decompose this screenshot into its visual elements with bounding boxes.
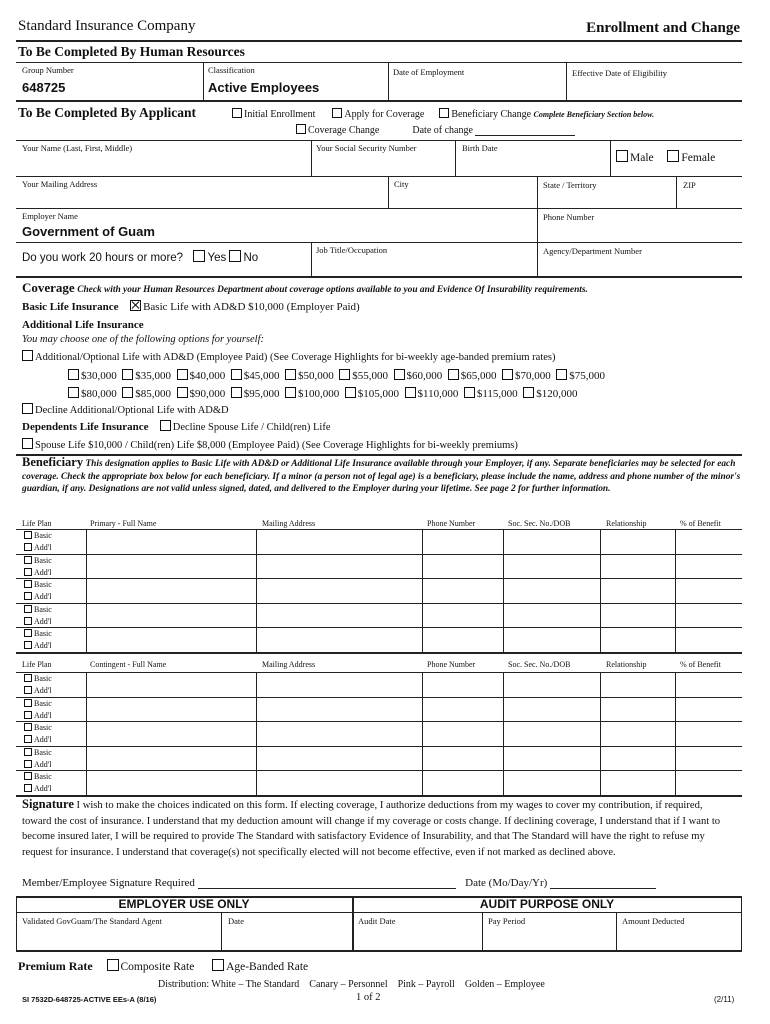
basic-life-option: Basic Life with AD&D $10,000 (Employer Paid) [143, 301, 360, 313]
contingent-header-relationship: Relationship [606, 660, 647, 669]
primary-header-percent: % of Benefit [680, 519, 721, 528]
primary-header-name: Primary - Full Name [90, 519, 157, 528]
contingent-header-life-plan: Life Plan [22, 660, 52, 669]
coverage-title: Coverage [22, 280, 75, 295]
contingent-header-ssn: Soc. Sec. No./DOB [508, 660, 571, 669]
additional-life-checkbox[interactable] [22, 350, 33, 361]
amount-75000: $75,000 [569, 370, 605, 382]
primary-row-5-plan [24, 628, 52, 652]
amount-30000: $30,000 [81, 370, 117, 382]
composite-rate-label: Composite Rate [120, 961, 195, 973]
contingent-row-4-plan [24, 747, 52, 771]
spouse-life-checkbox[interactable] [22, 438, 33, 449]
employer-name-label: Employer Name [22, 211, 78, 221]
date-of-change-label: Date of change [412, 125, 473, 136]
contingent-5-basic-checkbox[interactable] [24, 772, 32, 780]
amount-70000: $70,000 [515, 370, 551, 382]
decline-dependents-label: Decline Spouse Life / Child(ren) Life [172, 422, 331, 433]
mailing-address-label: Your Mailing Address [22, 179, 98, 189]
name-label: Your Name (Last, First, Middle) [22, 143, 133, 153]
amount-30000-checkbox[interactable] [68, 369, 79, 380]
apply-coverage-label: Apply for Coverage [344, 109, 425, 120]
initial-enrollment-label: Initial Enrollment [244, 109, 316, 120]
primary-1-addl-checkbox[interactable] [24, 543, 32, 551]
initial-enrollment-checkbox[interactable] [232, 108, 242, 118]
contingent-3-addl-checkbox[interactable] [24, 735, 32, 743]
plan-basic-label: Basic [34, 723, 52, 732]
amount-55000-checkbox[interactable] [339, 369, 350, 380]
premium-rate-title: Premium Rate [18, 959, 93, 973]
audit-title: AUDIT PURPOSE ONLY [479, 897, 615, 911]
beneficiary-text: This designation applies to Basic Life with AD&D or Additional Life Insurance available through your Employer, if any. Separate beneficiaries may be selected for each coverage. Check the appropriate box below for each beneficiary. If a minor (a person not of legal age) is a beneficiary, please include the name, address and phone number of the minor's guardian, if any. Designations are not valid unless signed, dated, and delivered to the Employer during your lifetime. See page 2 for further information. [22, 459, 741, 494]
amount-35000-checkbox[interactable] [122, 369, 133, 380]
plan-addl-label: Add'l [34, 784, 52, 793]
contingent-row-1-plan [24, 673, 52, 697]
primary-row-3-plan [24, 579, 52, 603]
group-number-label: Group Number [22, 65, 74, 75]
decline-additional-checkbox[interactable] [22, 403, 33, 414]
classification-label: Classification [208, 65, 255, 75]
amount-100000-checkbox[interactable] [285, 387, 296, 398]
form-code: SI 7532D-648725-ACTIVE EEs-A (8/16) [22, 995, 157, 1004]
plan-addl-label: Add'l [34, 543, 52, 552]
decline-additional-row [22, 403, 229, 416]
signature-line-row [22, 877, 656, 889]
amount-110000: $110,000 [417, 388, 459, 400]
contingent-3-basic-checkbox[interactable] [24, 723, 32, 731]
plan-addl-label: Add'l [34, 760, 52, 769]
basic-life-checkbox-checked[interactable] [130, 300, 141, 311]
member-signature-label: Member/Employee Signature Required [22, 877, 195, 889]
plan-addl-label: Add'l [34, 592, 52, 601]
company-name: Standard Insurance Company [18, 18, 196, 34]
amount-50000-checkbox[interactable] [285, 369, 296, 380]
plan-basic-label: Basic [34, 531, 52, 540]
contingent-4-basic-checkbox[interactable] [24, 748, 32, 756]
primary-2-addl-checkbox[interactable] [24, 568, 32, 576]
contingent-header-address: Mailing Address [262, 660, 316, 669]
amount-95000-checkbox[interactable] [231, 387, 242, 398]
age-banded-rate-checkbox[interactable] [212, 959, 224, 971]
hours-question-row [22, 250, 258, 264]
male-checkbox[interactable] [616, 150, 628, 162]
contingent-row-3-plan [24, 722, 52, 746]
contingent-5-addl-checkbox[interactable] [24, 784, 32, 792]
plan-basic-label: Basic [34, 556, 52, 565]
change-options-row-2 [296, 124, 575, 136]
classification-value[interactable]: Active Employees [208, 80, 320, 95]
hours-yes-checkbox[interactable] [193, 250, 205, 262]
hours-yes-label: Yes [207, 252, 227, 264]
plan-basic-label: Basic [34, 772, 52, 781]
basic-life-row [22, 300, 360, 313]
primary-4-addl-checkbox[interactable] [24, 617, 32, 625]
amount-120000-checkbox[interactable] [523, 387, 534, 398]
agency-number-label: Agency/Department Number [543, 246, 642, 256]
female-label: Female [681, 152, 716, 164]
additional-option-row [22, 350, 556, 363]
amount-40000: $40,000 [189, 370, 226, 382]
amount-110000-checkbox[interactable] [405, 387, 416, 398]
amount-50000: $50,000 [298, 370, 334, 382]
plan-addl-label: Add'l [34, 617, 52, 626]
page-number: 1 of 2 [356, 992, 381, 1003]
amount-105000: $105,000 [357, 388, 399, 400]
amount-85000-checkbox[interactable] [122, 387, 133, 398]
amount-deducted-label: Amount Deducted [622, 916, 685, 926]
phone-number-label: Phone Number [543, 212, 595, 222]
signature-block [22, 797, 734, 860]
dependents-row [22, 420, 331, 433]
spouse-life-label: Spouse Life $10,000 / Child(ren) Life $8,000 (Employee Paid) (See Coverage Highlights for bi-weekly premiums) [35, 440, 518, 451]
primary-row-2-plan [24, 555, 52, 579]
amount-45000-checkbox[interactable] [231, 369, 242, 380]
group-number-value[interactable]: 648725 [22, 80, 66, 95]
amount-80000-checkbox[interactable] [68, 387, 79, 398]
plan-basic-label: Basic [34, 580, 52, 589]
contingent-header-phone: Phone Number [427, 660, 476, 669]
beneficiary-title: Beneficiary [22, 455, 84, 469]
date-of-change-field[interactable] [475, 135, 575, 136]
job-title-label: Job Title/Occupation [316, 245, 388, 255]
employer-date-label: Date [228, 916, 245, 926]
hours-no-label: No [243, 252, 259, 264]
coverage-change-checkbox[interactable] [296, 124, 306, 134]
coverage-change-label: Coverage Change [308, 125, 380, 136]
validated-agent-label: Validated GovGuam/The Standard Agent [22, 916, 162, 926]
pay-period-label: Pay Period [488, 916, 526, 926]
plan-addl-label: Add'l [34, 568, 52, 577]
primary-4-basic-checkbox[interactable] [24, 605, 32, 613]
hr-section-title: To Be Completed By Human Resources [18, 44, 245, 59]
amount-60000-checkbox[interactable] [394, 369, 405, 380]
state-label: State / Territory [543, 180, 597, 190]
form-title: Enrollment and Change [586, 20, 740, 36]
member-signature-field[interactable] [198, 888, 456, 889]
signature-title: Signature [22, 797, 74, 811]
beneficiary-note: Complete Beneficiary Section below. [533, 110, 655, 119]
amount-105000-checkbox[interactable] [345, 387, 356, 398]
amount-95000: $95,000 [243, 388, 280, 400]
amount-55000: $55,000 [352, 370, 388, 382]
primary-2-basic-checkbox[interactable] [24, 556, 32, 564]
primary-3-addl-checkbox[interactable] [24, 592, 32, 600]
age-banded-rate-label: Age-Banded Rate [226, 961, 309, 973]
primary-row-1-plan [24, 530, 52, 554]
contingent-4-addl-checkbox[interactable] [24, 760, 32, 768]
hours-no-checkbox[interactable] [229, 250, 241, 262]
audit-date-label: Audit Date [358, 916, 396, 926]
primary-1-basic-checkbox[interactable] [24, 531, 32, 539]
amount-45000: $45,000 [243, 370, 280, 382]
amount-40000-checkbox[interactable] [177, 369, 188, 380]
amount-115000: $115,000 [476, 388, 518, 400]
plan-addl-label: Add'l [34, 735, 52, 744]
primary-header-phone: Phone Number [427, 519, 476, 528]
distribution-note: Distribution: White – The Standard Canary – Personnel Pink – Payroll Golden – Employee [158, 979, 545, 990]
amount-75000-checkbox[interactable] [556, 369, 567, 380]
amount-120000: $120,000 [536, 388, 578, 400]
additional-option-label: Additional/Optional Life with AD&D (Employee Paid) (See Coverage Highlights for bi-weekly age-banded premium rates) [35, 352, 556, 363]
primary-5-basic-checkbox[interactable] [24, 629, 32, 637]
contingent-header-percent: % of Benefit [680, 660, 721, 669]
amount-80000: $80,000 [81, 388, 117, 400]
primary-header-relationship: Relationship [606, 519, 647, 528]
effective-date-label: Effective Date of Eligibility [572, 68, 667, 78]
employer-name-value[interactable]: Government of Guam [22, 224, 155, 239]
hours-question: Do you work 20 hours or more? [22, 252, 184, 264]
dependents-title: Dependents Life Insurance [22, 421, 149, 433]
amount-60000: $60,000 [406, 370, 443, 382]
applicant-section-title: To Be Completed By Applicant [18, 105, 197, 120]
revision-code: (2/11) [714, 995, 735, 1004]
beneficiary-change-label: Beneficiary Change [451, 109, 532, 120]
gender-options [616, 150, 715, 164]
primary-row-4-plan [24, 604, 52, 628]
zip-label: ZIP [683, 180, 696, 190]
premium-rate-row [18, 959, 308, 974]
amount-65000: $65,000 [460, 370, 497, 382]
ssn-label: Your Social Security Number [316, 143, 417, 153]
employer-use-title: EMPLOYER USE ONLY [118, 897, 250, 911]
plan-basic-label: Basic [34, 629, 52, 638]
spouse-life-row [22, 438, 518, 451]
amount-90000-checkbox[interactable] [177, 387, 188, 398]
plan-addl-label: Add'l [34, 686, 52, 695]
amount-100000: $100,000 [298, 388, 340, 400]
primary-5-addl-checkbox[interactable] [24, 641, 32, 649]
contingent-header-name: Contingent - Full Name [90, 660, 167, 669]
amount-115000-checkbox[interactable] [464, 387, 475, 398]
plan-basic-label: Basic [34, 674, 52, 683]
contingent-1-addl-checkbox[interactable] [24, 686, 32, 694]
amount-90000: $90,000 [189, 388, 226, 400]
amounts-row-1 [68, 369, 605, 382]
amount-70000-checkbox[interactable] [502, 369, 513, 380]
decline-dependents-checkbox[interactable] [160, 420, 171, 431]
primary-header-life-plan: Life Plan [22, 519, 52, 528]
contingent-row-5-plan [24, 771, 52, 795]
contingent-2-basic-checkbox[interactable] [24, 699, 32, 707]
date-of-employment-label: Date of Employment [393, 67, 465, 77]
signature-date-label: Date (Mo/Day/Yr) [465, 877, 548, 889]
birth-date-label: Birth Date [462, 143, 498, 153]
contingent-row-2-plan [24, 698, 52, 722]
male-label: Male [630, 152, 654, 164]
primary-header-ssn: Soc. Sec. No./DOB [508, 519, 571, 528]
amount-65000-checkbox[interactable] [448, 369, 459, 380]
plan-basic-label: Basic [34, 699, 52, 708]
composite-rate-checkbox[interactable] [107, 959, 119, 971]
apply-coverage-checkbox[interactable] [332, 108, 342, 118]
plan-basic-label: Basic [34, 748, 52, 757]
change-options-row-1 [232, 108, 654, 120]
city-label: City [394, 179, 409, 189]
plan-basic-label: Basic [34, 605, 52, 614]
primary-3-basic-checkbox[interactable] [24, 580, 32, 588]
beneficiary-block [22, 456, 742, 496]
amount-35000: $35,000 [135, 370, 171, 382]
coverage-header [22, 280, 588, 296]
plan-addl-label: Add'l [34, 641, 52, 650]
signature-date-field[interactable] [550, 888, 656, 889]
amount-85000: $85,000 [135, 388, 171, 400]
primary-header-address: Mailing Address [262, 519, 316, 528]
signature-text: I wish to make the choices indicated on this form. If electing coverage, I authorize deductions from my wages to cover my contribution, if required, toward the cost of insurance. I understand that my deduction amount will change if my coverage or costs change. If declining coverage, I understand that if I want to become insured later, I will be required to provide The Standard with satisfactory Evidence of Insurability, and that The Standard will have the right to refuse my request for insurance. I understand that coverage(s) not specifically elected will not become effective, even if not marked as declined above. [22, 800, 721, 858]
female-checkbox[interactable] [667, 150, 679, 162]
additional-intro: You may choose one of the following options for yourself: [22, 334, 264, 345]
additional-life-title: Additional Life Insurance [22, 319, 144, 331]
beneficiary-change-checkbox[interactable] [439, 108, 449, 118]
coverage-instructions: Check with your Human Resources Department about coverage options available to you and Evidence Of Insurability requirements. [77, 285, 588, 295]
plan-addl-label: Add'l [34, 711, 52, 720]
basic-life-title: Basic Life Insurance [22, 301, 119, 313]
decline-additional-label: Decline Additional/Optional Life with AD&D [35, 405, 229, 416]
contingent-1-basic-checkbox[interactable] [24, 674, 32, 682]
contingent-2-addl-checkbox[interactable] [24, 711, 32, 719]
amounts-row-2 [68, 387, 577, 400]
